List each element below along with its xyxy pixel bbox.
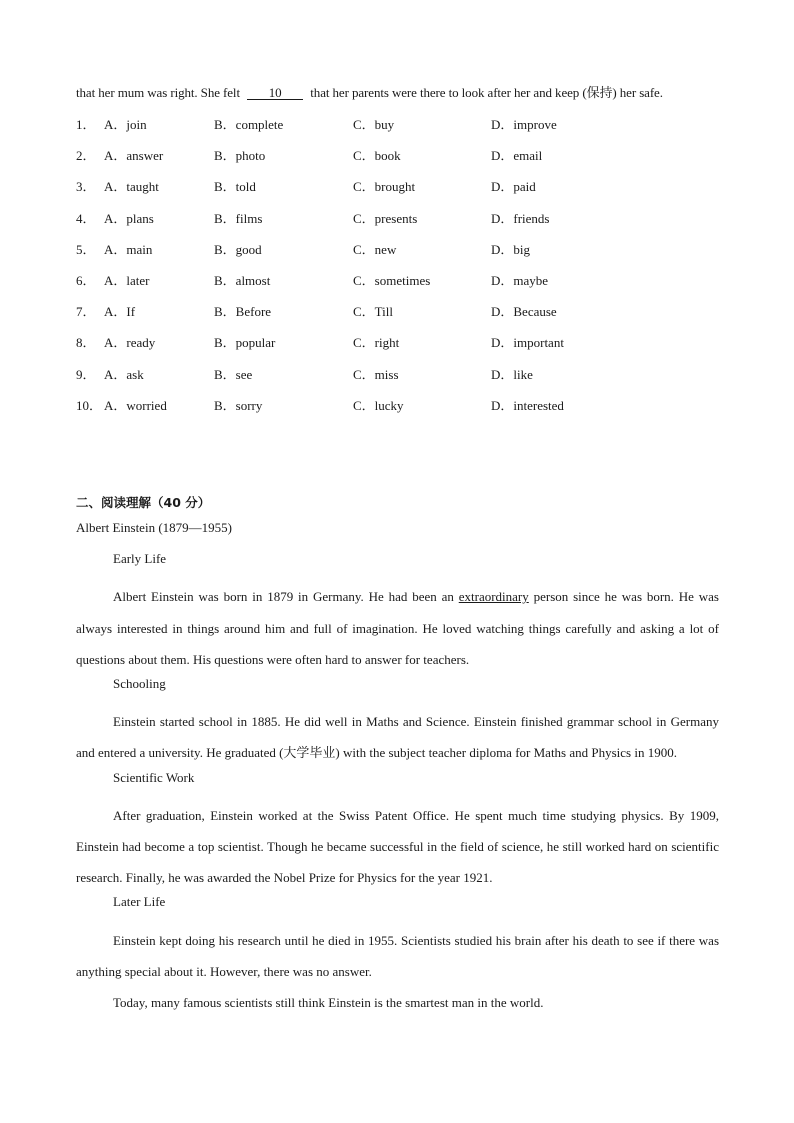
option-row-9 <box>76 364 736 395</box>
question-number: 8． <box>76 335 96 351</box>
answer-options <box>76 114 736 426</box>
intro-text-after: that her parents were there to look after her and keep (保持) her safe. <box>310 85 663 100</box>
option-a: A．taught <box>104 179 159 195</box>
option-row-7 <box>76 301 736 332</box>
question-number: 9． <box>76 366 96 382</box>
option-b: B．photo <box>214 148 266 164</box>
option-b: B．almost <box>214 272 271 288</box>
option-c: C．Till <box>353 304 393 320</box>
option-d: D．maybe <box>491 272 549 288</box>
paragraph-conclusion: Today, many famous scientists still think Einstein is the smartest man in the world. <box>113 994 544 1010</box>
option-a: A．later <box>104 272 150 288</box>
early-life-text-2: person since he was born. He was always interested in things around him and full of imagination. He loved watching things carefully and asking a lot of questions about them. His questions were often hard to answer for teachers. <box>76 589 719 667</box>
option-c: C．miss <box>353 366 399 382</box>
option-a: A．plans <box>104 210 154 226</box>
option-b: B．good <box>214 241 262 257</box>
heading-scientific-work: Scientific Work <box>113 769 195 785</box>
option-b: B．Before <box>214 304 272 320</box>
question-number: 4． <box>76 210 96 226</box>
option-a: A．ready <box>104 335 156 351</box>
option-d: D．big <box>491 241 531 257</box>
underlined-word: extraordinary <box>458 589 529 605</box>
option-d: D．interested <box>491 397 564 413</box>
question-number: 6． <box>76 272 96 288</box>
option-row-4 <box>76 208 736 239</box>
question-number: 1． <box>76 117 96 132</box>
paragraph-later-life: Einstein kept doing his research until he died in 1955. Scientists studied his brain after his death to see if there was anything special about it. However, there was no answer. <box>76 932 719 979</box>
heading-schooling: Schooling <box>113 675 166 691</box>
option-row-3 <box>76 176 736 207</box>
option-row-1 <box>76 114 736 145</box>
section-title: 二、阅读理解（40 分） <box>76 495 211 510</box>
option-row-2 <box>76 145 736 176</box>
option-b: B．told <box>214 179 256 195</box>
option-a: A．If <box>104 304 136 320</box>
option-c: C．book <box>353 148 401 164</box>
option-d: D．like <box>491 366 533 382</box>
option-a: A．answer <box>104 148 164 164</box>
paragraph-scientific-work: After graduation, Einstein worked at the Swiss Patent Office. He spent much time studying physics. By 1909, Einstein had become a top scientist. Though he became successful in the field of science, he still worked hard on scientific research. Finally, he was awarded the Nobel Prize for Physics for the year 1921. <box>76 807 719 886</box>
option-row-8 <box>76 332 736 363</box>
option-row-10 <box>76 395 736 426</box>
option-c: C．new <box>353 241 397 257</box>
option-a: A．main <box>104 241 153 257</box>
option-c: C．buy <box>353 117 395 132</box>
option-b: B．sorry <box>214 397 263 413</box>
option-b: B．popular <box>214 335 276 351</box>
blank-10: 10 <box>247 86 303 100</box>
question-number: 10． <box>76 397 103 413</box>
option-d: D．friends <box>491 210 550 226</box>
question-number: 5． <box>76 241 96 257</box>
question-number: 3． <box>76 179 96 195</box>
option-b: B．see <box>214 366 253 382</box>
early-life-text-1: Albert Einstein was born in 1879 in Germany. He had been an <box>113 589 459 605</box>
option-c: C．brought <box>353 179 416 195</box>
paragraph-early-life <box>76 581 719 675</box>
heading-later-life: Later Life <box>113 894 166 910</box>
option-c: C．sometimes <box>353 272 431 288</box>
reading-article <box>76 519 719 1018</box>
option-d: D．improve <box>491 117 557 132</box>
option-d: D．email <box>491 148 543 164</box>
option-d: D．Because <box>491 304 557 320</box>
heading-early-life: Early Life <box>113 551 167 567</box>
option-a: A．worried <box>104 397 167 413</box>
question-number: 2． <box>76 148 96 164</box>
question-number: 7． <box>76 304 96 320</box>
option-a: A．join <box>104 117 147 132</box>
option-c: C．lucky <box>353 397 404 413</box>
article-title: Albert Einstein (1879—1955) <box>76 520 232 535</box>
option-a: A．ask <box>104 366 144 382</box>
option-b: B．complete <box>214 117 284 132</box>
option-d: D．paid <box>491 179 536 195</box>
cloze-passage-last-line <box>76 82 736 101</box>
option-c: C．presents <box>353 210 418 226</box>
option-row-6 <box>76 270 736 301</box>
option-row-5 <box>76 239 736 270</box>
option-c: C．right <box>353 335 400 351</box>
paragraph-schooling: Einstein started school in 1885. He did well in Maths and Science. Einstein finished grammar school in Germany and entered a university. He graduated (大学毕业) with the subject teacher diploma for Maths and Physics in 1900. <box>76 714 719 761</box>
intro-text-before: that her mum was right. She felt <box>76 85 240 100</box>
option-b: B．films <box>214 210 263 226</box>
option-d: D．important <box>491 335 564 351</box>
